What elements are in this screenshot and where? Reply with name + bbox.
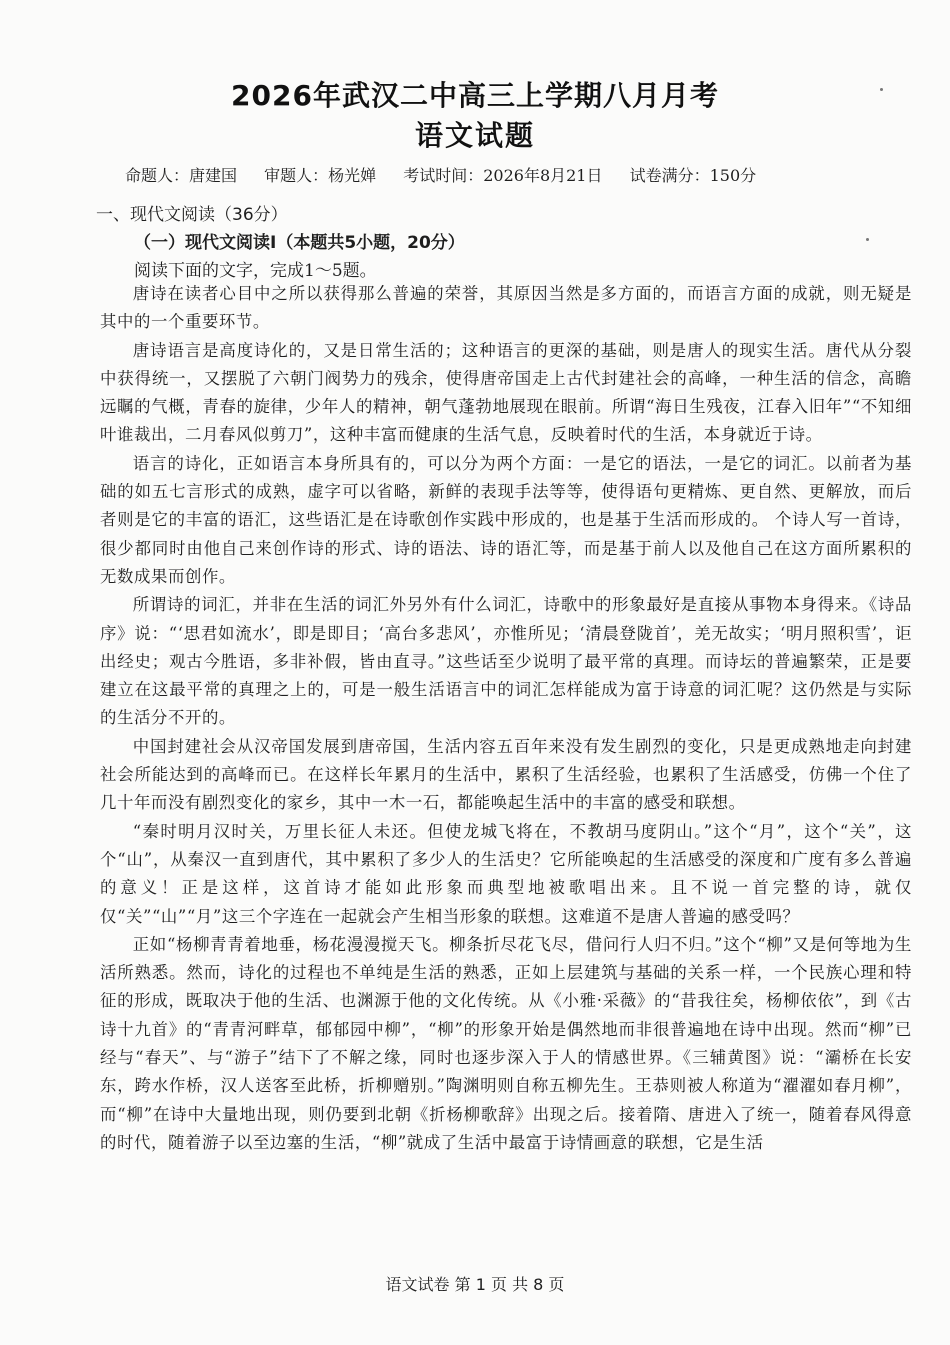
reviewer: 审题人：杨光婵 [264, 166, 377, 185]
passage-paragraph: 语言的诗化，正如语言本身所具有的，可以分为两个方面：一是它的语法，一是它的词汇。以前者为基础的如五七言形式的成熟，虚字可以省略，新鲜的表现手法等等，使得语句更精炼、更自然、更解放，而后者则是它的丰富的语汇，这些语汇是在诗歌创作实践中形成的，也是基于生活而形成的。 个诗人写一首诗，很少都同时由他自己来创作诗的形式、诗的语法、诗的语汇等，而是基于前人以及他自己在这方面所累积的无数成果而创作。 [100, 453, 912, 586]
reading-instruction: 阅读下面的文字，完成1～5题。 [134, 261, 377, 281]
scan-speck [866, 238, 869, 241]
exam-title: 2026年武汉二中高三上学期八月月考 [231, 79, 719, 112]
subsection-heading: （一）现代文阅读Ⅰ（本题共5小题，20分） [134, 233, 465, 253]
reading-passage [100, 280, 912, 1157]
passage-paragraph: 唐诗在读者心目中之所以获得那么普遍的荣誉，其原因当然是多方面的，而语言方面的成就，则无疑是其中的一个重要环节。 [100, 284, 912, 332]
setter: 命题人：唐建国 [125, 166, 238, 185]
exam-date: 考试时间：2026年8月21日 [403, 166, 603, 185]
passage-paragraph: 所谓诗的词汇，并非在生活的词汇外另外有什么词汇，诗歌中的形象最好是直接从事物本身得来。《诗品序》说：“‘思君如流水’，即是即目；‘高台多悲风’，亦惟所见；‘清晨登陇首’，羌无故实；‘明月照积雪’，讵出经史；观古今胜语，多非补假，皆由直寻。”这些话至少说明了最平常的真理。而诗坛的普遍繁荣，正是要建立在这最平常的真理之上的，可是一般生活语言中的词汇怎样能成为富于诗意的词汇呢？这仍然是与实际的生活分不开的。 [100, 595, 912, 728]
exam-subject-title: 语文试题 [414, 119, 535, 152]
passage-paragraph: 中国封建社会从汉帝国发展到唐帝国，生活内容五百年来没有发生剧烈的变化，只是更成熟地走向封建社会所能达到的高峰而已。在这样长年累月的生活中，累积了生活经验，也累积了生活感受，仿佛一个住了几十年而没有剧烈变化的家乡，其中一木一石，都能唤起生活中的丰富的感受和联想。 [100, 736, 912, 813]
passage-paragraph: 唐诗语言是高度诗化的，又是日常生活的；这种语言的更深的基础，则是唐人的现实生活。唐代从分裂中获得统一，又摆脱了六朝门阀势力的残余，使得唐帝国走上古代封建社会的高峰，一种生活的信念，高瞻远瞩的气概，青春的旋律，少年人的精神，朝气蓬勃地展现在眼前。所谓“海日生残夜，江春入旧年”“不知细叶谁裁出，二月春风似剪刀”，这种丰富而健康的生活气息，反映着时代的生活，本身就近于诗。 [100, 340, 912, 445]
full-score: 试卷满分：150分 [629, 166, 757, 185]
scan-speck [880, 88, 883, 91]
page-footer: 语文试卷 第 1 页 共 8 页 [385, 1275, 565, 1294]
section-heading: 一、现代文阅读（36分） [96, 205, 288, 225]
passage-paragraph: 正如“杨柳青青着地垂，杨花漫漫搅天飞。柳条折尽花飞尽，借问行人归不归。”这个“柳”又是何等地为生活所熟悉。然而，诗化的过程也不单纯是生活的熟悉，正如上层建筑与基础的关系一样，一个民族心理和特征的形成，既取决于他的生活、也渊源于他的文化传统。从《小雅·采薇》的“昔我往矣，杨柳依依”，到《古诗十九首》的“青青河畔草，郁郁园中柳”，“柳”的形象开始是偶然地而非很普遍地在诗中出现。然而“柳”已经与“春天”、与“游子”结下了不解之缘，同时也逐步深入于人的情感世界。《三辅黄图》说：“灞桥在长安东，跨水作桥，汉人送客至此桥，折柳赠别。”陶渊明则自称五柳先生。王恭则被人称道为“濯濯如春月柳”，而“柳”在诗中大量地出现，则仍要到北朝《折杨柳歌辞》出现之后。接着隋、唐进入了统一，随着春风得意的时代，随着游子以至边塞的生活，“柳”就成了生活中最富于诗情画意的联想，它是生活 [100, 934, 912, 1152]
exam-meta-line [125, 163, 885, 186]
passage-paragraph: “秦时明月汉时关，万里长征人未还。但使龙城飞将在，不教胡马度阴山。”这个“月”，这个“关”，这个“山”，从秦汉一直到唐代，其中累积了多少人的生活史？它所能唤起的生活感受的深度和广度有多么普遍的意义！正是这样，这首诗才能如此形象而典型地被歌唱出来。且不说一首完整的诗，就仅仅“关”“山”“月”这三个字连在一起就会产生相当形象的联想。这难道不是唐人普遍的感受吗？ [100, 821, 912, 926]
